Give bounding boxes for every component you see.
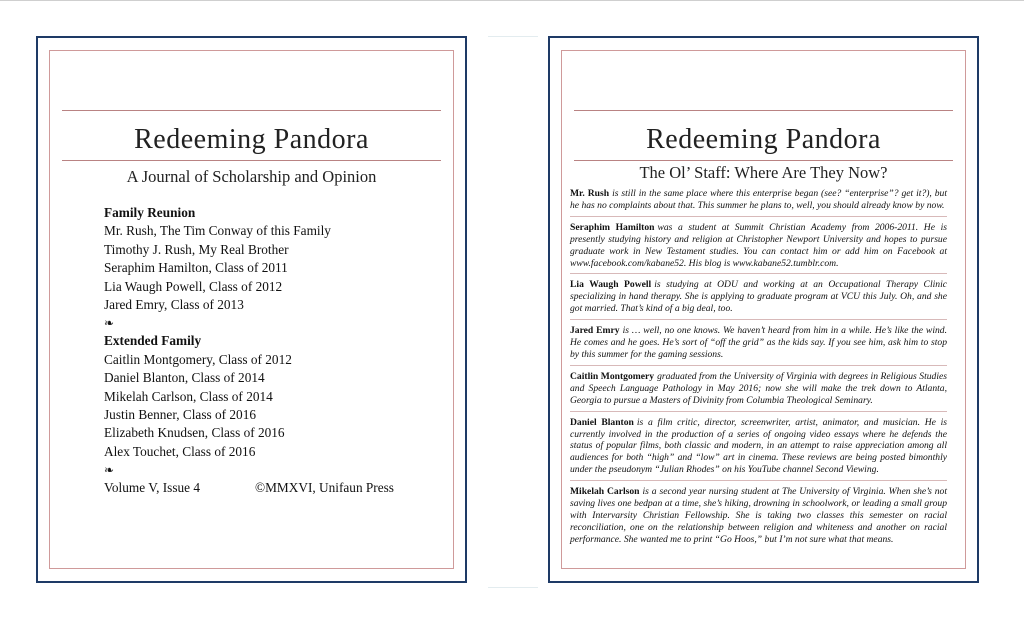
family-reunion-heading: Family Reunion [104,205,196,220]
bio-paragraph [570,222,947,275]
family-item: Jared Emry, Class of 2013 [104,297,244,313]
extended-item: Mikelah Carlson, Class of 2014 [104,388,273,404]
masthead-list [104,204,434,498]
bio-paragraph [570,417,947,482]
extended-item: Elizabeth Knudsen, Class of 2016 [104,425,285,441]
bio-text: graduated from the University of Virginia with degrees in Religious Studies and Speech Language Pathology in May 2016; now she will make the trek down to Atlanta, Georgia to pursue a Masters of Divinity from Columbia Theological Seminary. [570,370,947,406]
issue-footer [104,479,394,497]
bio-name: Mr. Rush [570,188,610,199]
extended-item: Caitlin Montgomery, Class of 2012 [104,351,292,367]
family-item: Seraphim Hamilton, Class of 2011 [104,260,288,276]
bio-text: is … well, no one knows. We haven’t heard from him in a while. He’s like the wind. He comes and he goes. He’s sort of “off the grid” as the kids say. If you see him, ask him to stop by this summer for the gaming sessions. [570,325,947,360]
bio-text: is studying at ODU and working at an Occupational Therapy Clinic specializing in hand therapy. She is applying to graduate program at VCU this July. Oh, and she got married. That’s kind of a big deal, too. [570,279,947,315]
volume-issue: Volume V, Issue 4 [104,480,201,496]
extended-item: Alex Touchet, Class of 2016 [104,443,256,459]
family-item: Lia Waugh Powell, Class of 2012 [104,278,283,294]
extended-family-heading: Extended Family [104,333,202,349]
bio-text: is a second year nursing student at The University of Virginia. When she’s not saving lives one bedpan at a time, she’s hiking, drowning in schoolwork, or leading a small group with Intervarsity Christian Fellowship. She is taking two classes this semester on racial reconciliation, one on the relationship between religion and whiteness and another on racial performance. She wanted me to print “Go Hoos,” but I’m not sure what that means. [570,486,947,545]
extended-item: Justin Benner, Class of 2016 [104,407,257,423]
bio-name: Jared Emry [570,325,620,337]
article-title: The Ol’ Staff: Where Are They Now? [639,163,888,182]
left-page [36,36,467,583]
fleuron-ornament-icon: ❧ [104,316,115,331]
bio-text: is still in the same place where this enterprise began (see? “enterprise”? get it?), but he has no complaints about that. This summer he plans to, well, you should already know by now. [570,188,948,211]
family-item: Mr. Rush, The Tim Conway of this Family [104,223,331,239]
bio-name: Seraphim Hamilton [570,221,655,233]
journal-title: Redeeming Pandora [646,124,881,155]
bio-name: Daniel Blanton [570,416,634,428]
extended-item: Daniel Blanton, Class of 2014 [104,370,265,386]
copyright-press: ©MMXVI, Unifaun Press [254,480,394,496]
family-item: Timothy J. Rush, My Real Brother [104,241,289,257]
spread-gutter [488,36,538,588]
bio-text: is a film critic, director, screenwriter, artist, animator, and musician. He is currently involved in the production of a series of ongoing video essays where he defends the status of popular films, both classic and modern, in an attempt to raise appreciation among all audiences for both “high” and “low” art in cinema. These reviews are being posted bimonthly under the pseudonym “Julian Rhodes” on his YouTube channel Second Viewing. [570,416,947,476]
staff-bios [570,188,947,555]
journal-subtitle: A Journal of Scholarship and Opinion [126,167,377,186]
title-rule-top [62,110,441,111]
bio-paragraph [570,279,947,320]
document-top-edge [0,0,1024,1]
bio-paragraph [570,371,947,412]
bio-paragraph [570,188,947,217]
title-rule-bottom [574,160,953,161]
title-rule-top [574,110,953,111]
bio-name: Lia Waugh Powell [570,279,652,291]
fleuron-ornament-icon: ❧ [104,463,115,478]
bio-paragraph [570,486,947,550]
title-rule-bottom [62,160,441,161]
journal-title: Redeeming Pandora [134,124,369,155]
bio-name: Mikelah Carlson [570,486,640,498]
bio-name: Caitlin Montgomery [570,370,655,382]
bio-text: was a student at Summit Christian Academy from 2006-2011. He is presently studying history and religion at Christopher Newport University and hopes to pursue graduate work in New Testament studies. You can contact him or add him on Facebook at www.facebook.com/kabane52. His blog is www.kabane52.tumblr.com. [570,221,947,269]
bio-paragraph [570,325,947,366]
right-page [548,36,979,583]
